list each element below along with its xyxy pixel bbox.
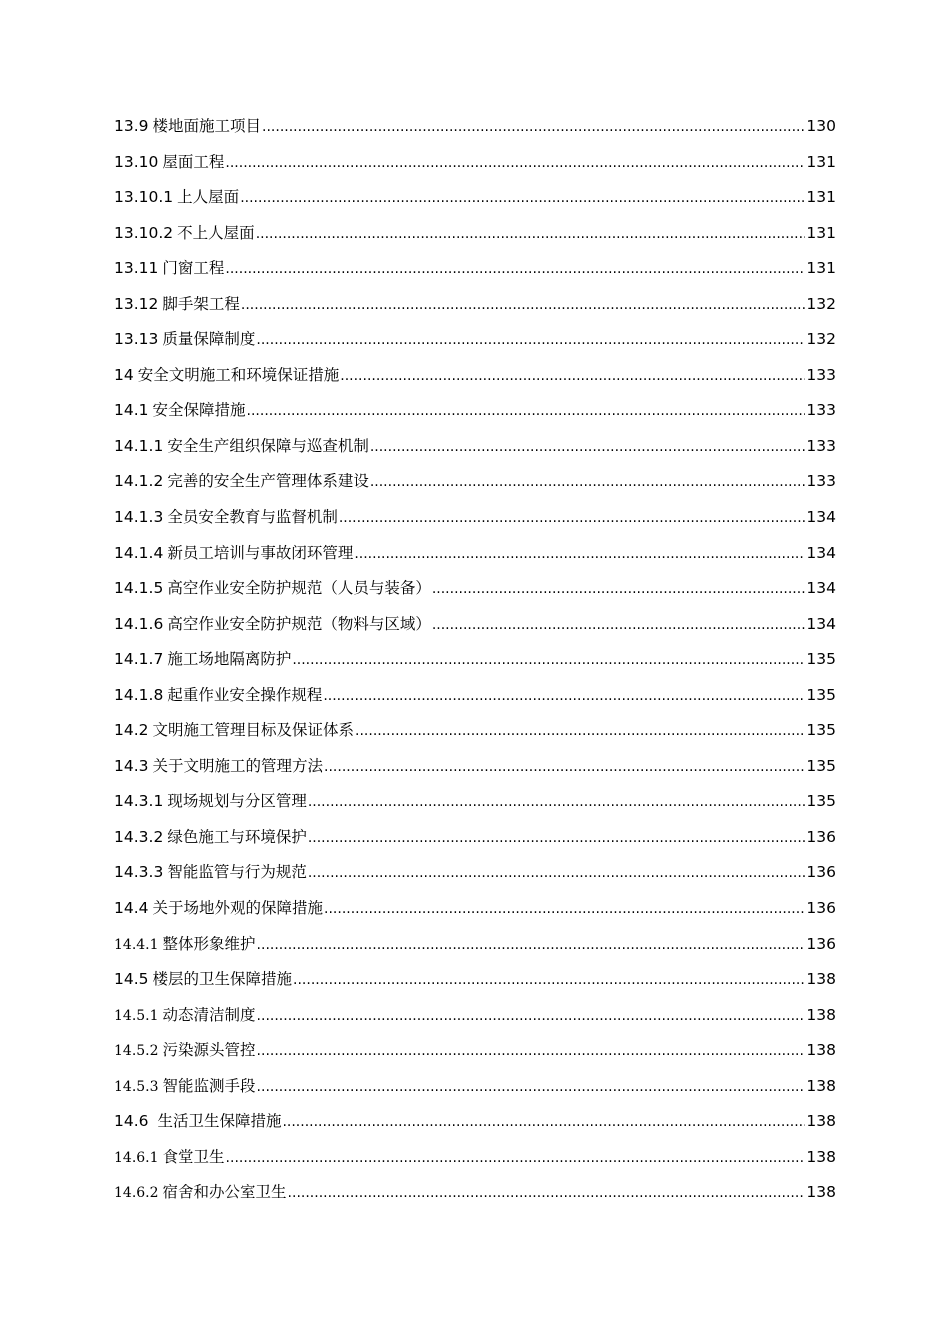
toc-entry[interactable]: [114, 678, 836, 714]
toc-entry-number: 13.10: [114, 152, 159, 171]
toc-entry[interactable]: [114, 1175, 836, 1211]
toc-entry[interactable]: [114, 571, 836, 607]
toc-entry[interactable]: [114, 536, 836, 572]
toc-entry-number: 14.1.4: [114, 543, 164, 562]
toc-dot-leader: [308, 821, 806, 857]
toc-entry-page-number: 136: [806, 899, 836, 918]
toc-entry[interactable]: [114, 749, 836, 785]
toc-entry-page-number: 135: [806, 756, 836, 775]
toc-entry[interactable]: [114, 1104, 836, 1140]
toc-entry-title: 施工场地隔离防护: [167, 650, 292, 669]
toc-entry-page-number: 138: [806, 1183, 836, 1202]
toc-entry-title: 文明施工管理目标及保证体系: [152, 721, 355, 740]
toc-entry[interactable]: [114, 251, 836, 287]
toc-entry-number: 14.3.1: [114, 792, 164, 811]
toc-entry-number: 14.3.3: [114, 863, 164, 882]
toc-entry[interactable]: [114, 322, 836, 358]
toc-entry[interactable]: [114, 927, 836, 963]
toc-dot-leader: [370, 465, 806, 501]
toc-dot-leader: [256, 323, 805, 359]
toc-entry-number: 14.1.3: [114, 508, 164, 527]
toc-dot-leader: [292, 643, 805, 679]
toc-dot-leader: [293, 963, 805, 999]
toc-entry[interactable]: [114, 607, 836, 643]
toc-entry-number: 14.1.1: [114, 436, 164, 455]
toc-entry-page-number: 131: [806, 188, 836, 207]
toc-entry-number: 14.1.2: [114, 472, 164, 491]
table-of-contents: [114, 109, 836, 1211]
toc-dot-leader: [241, 288, 806, 324]
toc-entry-title: 楼层的卫生保障措施: [152, 970, 293, 989]
toc-entry-title: 脚手架工程: [162, 294, 240, 313]
toc-entry-number: 13.9: [114, 117, 149, 135]
toc-entry-page-number: 130: [806, 117, 836, 135]
toc-entry-number: 14.5.1: [114, 1007, 159, 1024]
toc-entry[interactable]: [114, 1069, 836, 1105]
toc-entry-title: 不上人屋面: [177, 223, 255, 242]
toc-entry-page-number: 136: [806, 827, 836, 846]
toc-entry-title: 高空作业安全防护规范（物料与区域）: [167, 614, 431, 633]
toc-entry-number: 14.5: [114, 970, 149, 989]
toc-dot-leader: [262, 110, 805, 146]
toc-entry-page-number: 135: [806, 650, 836, 669]
toc-entry-page-number: 133: [806, 472, 836, 491]
toc-dot-leader: [355, 714, 805, 750]
toc-entry-title: 生活卫生保障措施: [152, 1112, 282, 1131]
toc-entry-number: 14.1.8: [114, 685, 164, 704]
toc-entry-page-number: 138: [806, 1076, 836, 1095]
toc-entry-title: 关于场地外观的保障措施: [152, 899, 324, 918]
toc-entry-page-number: 133: [806, 436, 836, 455]
toc-entry-page-number: 134: [806, 508, 836, 527]
toc-entry-title: 楼地面施工项目: [152, 117, 262, 135]
toc-entry[interactable]: [114, 642, 836, 678]
toc-entry[interactable]: [114, 1140, 836, 1176]
toc-entry-page-number: 138: [806, 1112, 836, 1131]
toc-entry-number: 14: [114, 365, 134, 384]
toc-entry-title: 高空作业安全防护规范（人员与装备）: [167, 579, 431, 598]
toc-entry[interactable]: [114, 145, 836, 181]
toc-entry-number: 13.10.2: [114, 223, 174, 242]
toc-entry-title: 整体形象维护: [162, 934, 256, 953]
toc-entry-title: 动态清洁制度: [162, 1005, 256, 1024]
toc-entry-number: 14.4: [114, 899, 149, 918]
toc-dot-leader: [225, 252, 805, 288]
toc-dot-leader: [240, 181, 805, 217]
toc-entry[interactable]: [114, 962, 836, 998]
toc-dot-leader: [354, 537, 805, 573]
toc-dot-leader: [247, 394, 806, 430]
toc-entry-page-number: 132: [806, 294, 836, 313]
toc-entry[interactable]: [114, 1033, 836, 1069]
toc-dot-leader: [257, 1034, 806, 1070]
toc-dot-leader: [339, 501, 806, 537]
toc-entry-title: 上人屋面: [177, 188, 240, 207]
toc-entry-title: 门窗工程: [162, 259, 225, 278]
toc-dot-leader: [370, 430, 806, 466]
toc-entry-title: 污染源头管控: [162, 1041, 256, 1060]
toc-entry-title: 现场规划与分区管理: [167, 792, 307, 811]
toc-dot-leader: [340, 359, 805, 395]
toc-entry-page-number: 132: [806, 330, 836, 349]
toc-entry[interactable]: [114, 784, 836, 820]
toc-entry-title: 食堂卫生: [162, 1147, 225, 1166]
toc-entry-page-number: 136: [806, 934, 836, 953]
toc-entry-number: 14.6.1: [114, 1149, 159, 1166]
toc-entry-title: 安全保障措施: [152, 401, 246, 420]
toc-entry-number: 14.6: [114, 1112, 149, 1131]
toc-entry-number: 13.11: [114, 259, 159, 278]
toc-entry-page-number: 131: [806, 223, 836, 242]
toc-entry[interactable]: [114, 713, 836, 749]
toc-entry-title: 宿舍和办公室卫生: [162, 1183, 287, 1202]
toc-entry[interactable]: [114, 180, 836, 216]
toc-entry-title: 完善的安全生产管理体系建设: [167, 472, 369, 491]
toc-entry-number: 14.1: [114, 401, 149, 420]
toc-entry-number: 13.13: [114, 330, 159, 349]
toc-entry-number: 14.1.5: [114, 579, 164, 598]
toc-entry[interactable]: [114, 998, 836, 1034]
toc-entry-page-number: 138: [806, 1041, 836, 1060]
toc-entry[interactable]: [114, 109, 836, 145]
toc-entry-title: 全员安全教育与监督机制: [167, 508, 338, 527]
toc-dot-leader: [257, 999, 806, 1035]
toc-entry[interactable]: [114, 358, 836, 394]
toc-entry-page-number: 135: [806, 721, 836, 740]
toc-entry-page-number: 135: [806, 685, 836, 704]
toc-entry-title: 新员工培训与事故闭环管理: [167, 543, 354, 562]
toc-entry[interactable]: [114, 216, 836, 252]
toc-entry-number: 14.4.1: [114, 936, 159, 953]
toc-entry-page-number: 134: [806, 543, 836, 562]
toc-entry-number: 13.12: [114, 294, 159, 313]
toc-entry-number: 14.3: [114, 756, 149, 775]
toc-entry-page-number: 134: [806, 614, 836, 633]
toc-entry[interactable]: [114, 855, 836, 891]
toc-dot-leader: [432, 572, 806, 608]
toc-entry-page-number: 133: [806, 401, 836, 420]
toc-entry-title: 质量保障制度: [162, 330, 256, 349]
toc-dot-leader: [323, 679, 805, 715]
toc-entry-title: 智能监管与行为规范: [167, 863, 307, 882]
toc-entry-page-number: 135: [806, 792, 836, 811]
toc-dot-leader: [257, 928, 806, 964]
toc-entry-page-number: 138: [806, 1147, 836, 1166]
toc-dot-leader: [308, 785, 806, 821]
toc-entry[interactable]: [114, 393, 836, 429]
toc-entry-number: 13.10.1: [114, 188, 174, 207]
toc-entry-page-number: 136: [806, 863, 836, 882]
toc-entry-number: 14.6.2: [114, 1185, 159, 1202]
toc-dot-leader: [256, 217, 806, 253]
toc-entry-page-number: 138: [806, 970, 836, 989]
toc-entry-number: 14.1.7: [114, 650, 164, 669]
toc-entry-page-number: 133: [806, 365, 836, 384]
toc-entry-page-number: 134: [806, 579, 836, 598]
toc-entry-number: 14.5.2: [114, 1043, 159, 1060]
toc-entry-number: 14.3.2: [114, 827, 164, 846]
toc-dot-leader: [308, 856, 806, 892]
toc-dot-leader: [282, 1105, 805, 1141]
toc-entry-number: 14.5.3: [114, 1078, 159, 1095]
toc-entry-number: 14.1.6: [114, 614, 164, 633]
toc-dot-leader: [226, 1141, 806, 1177]
toc-dot-leader: [225, 146, 805, 182]
toc-entry-title: 安全生产组织保障与巡查机制: [167, 436, 369, 455]
toc-entry[interactable]: [114, 287, 836, 323]
toc-entry-title: 安全文明施工和环境保证措施: [137, 365, 340, 384]
toc-entry-page-number: 131: [806, 259, 836, 278]
toc-dot-leader: [257, 1070, 806, 1106]
toc-entry-page-number: 131: [806, 152, 836, 171]
toc-entry-number: 14.2: [114, 721, 149, 740]
toc-entry[interactable]: [114, 464, 836, 500]
toc-entry[interactable]: [114, 429, 836, 465]
toc-entry-page-number: 138: [806, 1005, 836, 1024]
toc-dot-leader: [288, 1176, 806, 1212]
toc-entry-title: 起重作业安全操作规程: [167, 685, 323, 704]
toc-dot-leader: [324, 892, 805, 928]
toc-entry-title: 智能监测手段: [162, 1076, 256, 1095]
toc-entry-title: 关于文明施工的管理方法: [152, 756, 324, 775]
toc-dot-leader: [324, 750, 805, 786]
toc-entry[interactable]: [114, 820, 836, 856]
toc-entry-title: 绿色施工与环境保护: [167, 827, 307, 846]
toc-dot-leader: [432, 608, 806, 644]
toc-entry-title: 屋面工程: [162, 152, 225, 171]
toc-entry[interactable]: [114, 500, 836, 536]
toc-entry[interactable]: [114, 891, 836, 927]
